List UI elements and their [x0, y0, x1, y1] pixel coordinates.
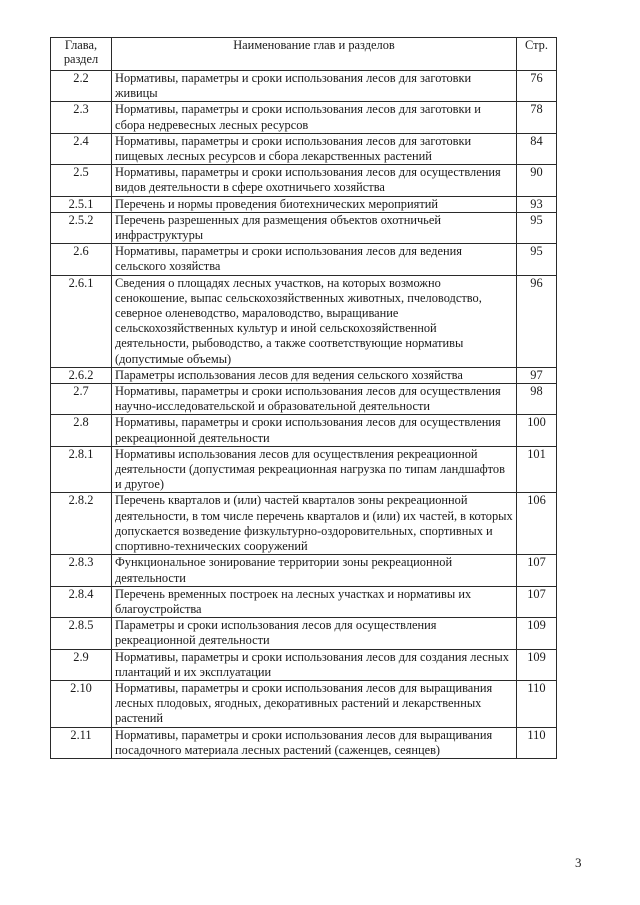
toc-section-title: Перечень временных построек на лесных участках и нормативы их благоустройства: [112, 586, 517, 617]
toc-page-number: 95: [517, 212, 557, 243]
toc-row: [51, 727, 557, 758]
toc-section-number: 2.8.2: [51, 493, 112, 555]
toc-section-title: Функциональное зонирование территории зоны рекреационной деятельности: [112, 555, 517, 586]
toc-section-number: 2.6.2: [51, 367, 112, 383]
toc-section-title: Нормативы, параметры и сроки использования лесов для осуществления научно-исследовательской и образовательной деятельности: [112, 384, 517, 415]
toc-section-number: 2.8: [51, 415, 112, 446]
toc-section-title: Перечень и нормы проведения биотехнических мероприятий: [112, 196, 517, 212]
toc-section-number: 2.5.2: [51, 212, 112, 243]
toc-section-number: 2.6.1: [51, 275, 112, 367]
toc-body: [51, 71, 557, 759]
toc-section-number: 2.9: [51, 649, 112, 680]
toc-row: [51, 196, 557, 212]
toc-section-title: Нормативы, параметры и сроки использования лесов для выращивания посадочного материала лесных растений (саженцев, сеянцев): [112, 727, 517, 758]
toc-section-title: Нормативы, параметры и сроки использования лесов для создания лесных плантаций и их эксплуатации: [112, 649, 517, 680]
toc-row: [51, 102, 557, 133]
toc-row: [51, 415, 557, 446]
toc-section-number: 2.7: [51, 384, 112, 415]
toc-row: [51, 71, 557, 102]
toc-row: [51, 212, 557, 243]
toc-row: [51, 133, 557, 164]
table-of-contents: [50, 37, 557, 759]
toc-page-number: 109: [517, 649, 557, 680]
toc-section-title: Нормативы, параметры и сроки использования лесов для заготовки пищевых лесных ресурсов и сбора лекарственных растений: [112, 133, 517, 164]
toc-row: [51, 165, 557, 196]
toc-section-title: Нормативы, параметры и сроки использования лесов для заготовки и сбора недревесных лесных ресурсов: [112, 102, 517, 133]
toc-row: [51, 446, 557, 493]
toc-page-number: 110: [517, 727, 557, 758]
toc-section-title: Перечень кварталов и (или) частей кварталов зоны рекреационной деятельности, в том числе перечень кварталов и (или) их частей, в которых допускается возведение физкультурно-оздоровительных, спортивных и спортивно-технических сооружений: [112, 493, 517, 555]
toc-row: [51, 493, 557, 555]
toc-section-title: Перечень разрешенных для размещения объектов охотничьей инфраструктуры: [112, 212, 517, 243]
toc-section-number: 2.5.1: [51, 196, 112, 212]
toc-section-number: 2.3: [51, 102, 112, 133]
toc-page-number: 95: [517, 244, 557, 275]
toc-page-number: 101: [517, 446, 557, 493]
toc-header-row: [51, 38, 557, 71]
toc-page-number: 107: [517, 555, 557, 586]
toc-section-title: Сведения о площадях лесных участков, на которых возможно сенокошение, выпас сельскохозяйственных животных, пчеловодство, северное оленеводство, мараловодство, выращивание сельскохозяйственных культур и иной сельскохозяйственной деятельности, рыбоводство, а также соответствующие нормативы (допустимые объемы): [112, 275, 517, 367]
toc-row: [51, 618, 557, 649]
toc-page-number: 78: [517, 102, 557, 133]
page-number: 3: [575, 855, 582, 870]
toc-page-number: 98: [517, 384, 557, 415]
column-header-chapter: Глава, раздел: [51, 38, 112, 71]
toc-section-number: 2.8.1: [51, 446, 112, 493]
toc-section-number: 2.8.5: [51, 618, 112, 649]
toc-section-number: 2.8.4: [51, 586, 112, 617]
toc-row: [51, 275, 557, 367]
toc-row: [51, 649, 557, 680]
toc-row: [51, 555, 557, 586]
toc-section-title: Параметры использования лесов для ведения сельского хозяйства: [112, 367, 517, 383]
toc-section-title: Параметры и сроки использования лесов для осуществления рекреационной деятельности: [112, 618, 517, 649]
toc-row: [51, 384, 557, 415]
toc-section-title: Нормативы, параметры и сроки использования лесов для выращивания лесных плодовых, ягодных, декоративных растений и лекарственных растений: [112, 680, 517, 727]
toc-section-number: 2.6: [51, 244, 112, 275]
toc-section-number: 2.4: [51, 133, 112, 164]
toc-row: [51, 367, 557, 383]
toc-section-title: Нормативы, параметры и сроки использования лесов для заготовки живицы: [112, 71, 517, 102]
toc-page-number: 90: [517, 165, 557, 196]
toc-section-number: 2.8.3: [51, 555, 112, 586]
toc-page-number: 106: [517, 493, 557, 555]
toc-page-number: 93: [517, 196, 557, 212]
toc-section-number: 2.5: [51, 165, 112, 196]
toc-page-number: 97: [517, 367, 557, 383]
toc-page-number: 109: [517, 618, 557, 649]
column-header-page: Стр.: [517, 38, 557, 71]
toc-section-number: 2.11: [51, 727, 112, 758]
toc-page-number: 96: [517, 275, 557, 367]
toc-page-number: 100: [517, 415, 557, 446]
toc-row: [51, 586, 557, 617]
toc-section-title: Нормативы, параметры и сроки использования лесов для ведения сельского хозяйства: [112, 244, 517, 275]
toc-row: [51, 244, 557, 275]
toc-section-number: 2.10: [51, 680, 112, 727]
toc-page-number: 110: [517, 680, 557, 727]
toc-page-number: 76: [517, 71, 557, 102]
toc-section-title: Нормативы, параметры и сроки использования лесов для осуществления рекреационной деятельности: [112, 415, 517, 446]
column-header-title: Наименование глав и разделов: [112, 38, 517, 71]
toc-section-title: Нормативы использования лесов для осуществления рекреационной деятельности (допустимая рекреационная нагрузка по типам ландшафтов и другое): [112, 446, 517, 493]
toc-section-title: Нормативы, параметры и сроки использования лесов для осуществления видов деятельности в сфере охотничьего хозяйства: [112, 165, 517, 196]
toc-section-number: 2.2: [51, 71, 112, 102]
toc-row: [51, 680, 557, 727]
toc-page-number: 84: [517, 133, 557, 164]
toc-page-number: 107: [517, 586, 557, 617]
